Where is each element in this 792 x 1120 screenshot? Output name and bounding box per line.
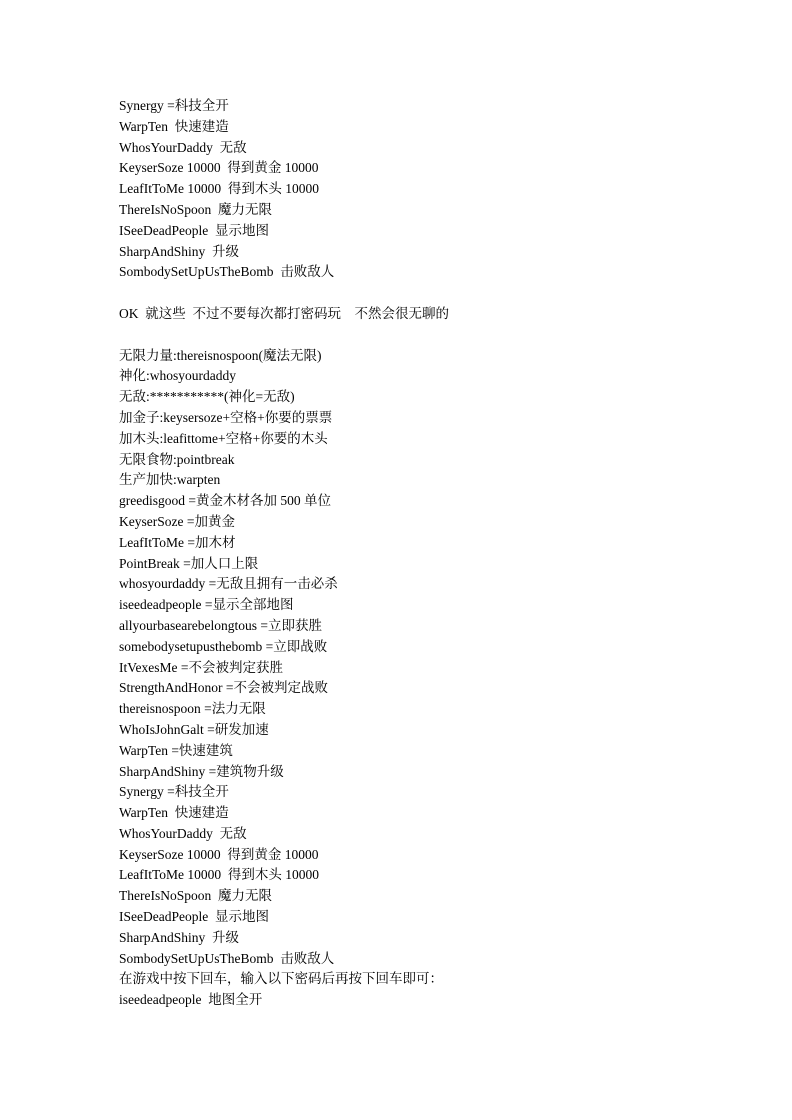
text-line: 无限食物:pointbreak bbox=[119, 451, 235, 467]
text-line: greedisgood =黄金木材各加 500 单位 bbox=[119, 493, 331, 509]
text-line: SombodySetUpUsTheBomb 击败敌人 bbox=[119, 950, 335, 966]
document-body bbox=[119, 96, 739, 1011]
text-line: PointBreak =加人口上限 bbox=[119, 555, 259, 571]
text-line: thereisnospoon =法力无限 bbox=[119, 701, 266, 717]
text-line: LeafItToMe =加木材 bbox=[119, 534, 236, 550]
text-line: whosyourdaddy =无敌且拥有一击必杀 bbox=[119, 576, 338, 592]
text-line: WarpTen 快速建造 bbox=[119, 805, 229, 821]
text-line: 无限力量:thereisnospoon(魔法无限) bbox=[119, 347, 322, 363]
text-line: LeafItToMe 10000 得到木头 10000 bbox=[119, 181, 320, 197]
text-line: KeyserSoze 10000 得到黄金 10000 bbox=[119, 846, 319, 862]
text-line: SharpAndShiny 升级 bbox=[119, 929, 240, 945]
text-line: allyourbasearebelongtous =立即获胜 bbox=[119, 617, 322, 633]
text-line: iseedeadpeople =显示全部地图 bbox=[119, 597, 294, 613]
text-line: ThereIsNoSpoon 魔力无限 bbox=[119, 201, 272, 217]
text-line: Synergy =科技全开 bbox=[119, 98, 229, 113]
text-line: WarpTen =快速建筑 bbox=[119, 742, 233, 758]
text-line: 加木头:leafittome+空格+你要的木头 bbox=[119, 430, 328, 446]
text-line: OK 就这些 不过不要每次都打密码玩 不然会很无聊的 bbox=[119, 305, 449, 321]
text-line: WarpTen 快速建造 bbox=[119, 118, 229, 134]
text-line: WhosYourDaddy 无敌 bbox=[119, 139, 247, 155]
text-line: 神化:whosyourdaddy bbox=[119, 368, 236, 384]
text-line: StrengthAndHonor =不会被判定战败 bbox=[119, 680, 328, 696]
text-line: SharpAndShiny 升级 bbox=[119, 243, 240, 259]
text-line: ISeeDeadPeople 显示地图 bbox=[119, 222, 269, 238]
paragraph-gap bbox=[119, 325, 739, 346]
text-line: LeafItToMe 10000 得到木头 10000 bbox=[119, 867, 320, 883]
text-line: KeyserSoze =加黄金 bbox=[119, 513, 235, 529]
text-line: WhosYourDaddy 无敌 bbox=[119, 825, 247, 841]
text-line: 生产加快:warpten bbox=[119, 472, 221, 488]
text-line: ThereIsNoSpoon 魔力无限 bbox=[119, 888, 272, 904]
text-line: iseedeadpeople 地图全开 bbox=[119, 992, 263, 1008]
text-line: KeyserSoze 10000 得到黄金 10000 bbox=[119, 160, 319, 176]
text-line: SombodySetUpUsTheBomb 击败敌人 bbox=[119, 264, 335, 280]
text-line: somebodysetupusthebomb =立即战败 bbox=[119, 638, 328, 654]
text-line: 无敌:***********(神化=无敌) bbox=[119, 389, 295, 405]
paragraph-gap bbox=[119, 283, 739, 304]
text-line: SharpAndShiny =建筑物升级 bbox=[119, 763, 284, 779]
text-line: ItVexesMe =不会被判定获胜 bbox=[119, 659, 283, 675]
text-line: 在游戏中按下回车，输入以下密码后再按下回车即可： bbox=[119, 971, 443, 987]
text-line: Synergy =科技全开 bbox=[119, 784, 229, 800]
text-line: 加金子:keysersoze+空格+你要的票票 bbox=[119, 409, 333, 425]
text-line: WhoIsJohnGalt =研发加速 bbox=[119, 721, 269, 737]
text-line: ISeeDeadPeople 显示地图 bbox=[119, 909, 269, 925]
